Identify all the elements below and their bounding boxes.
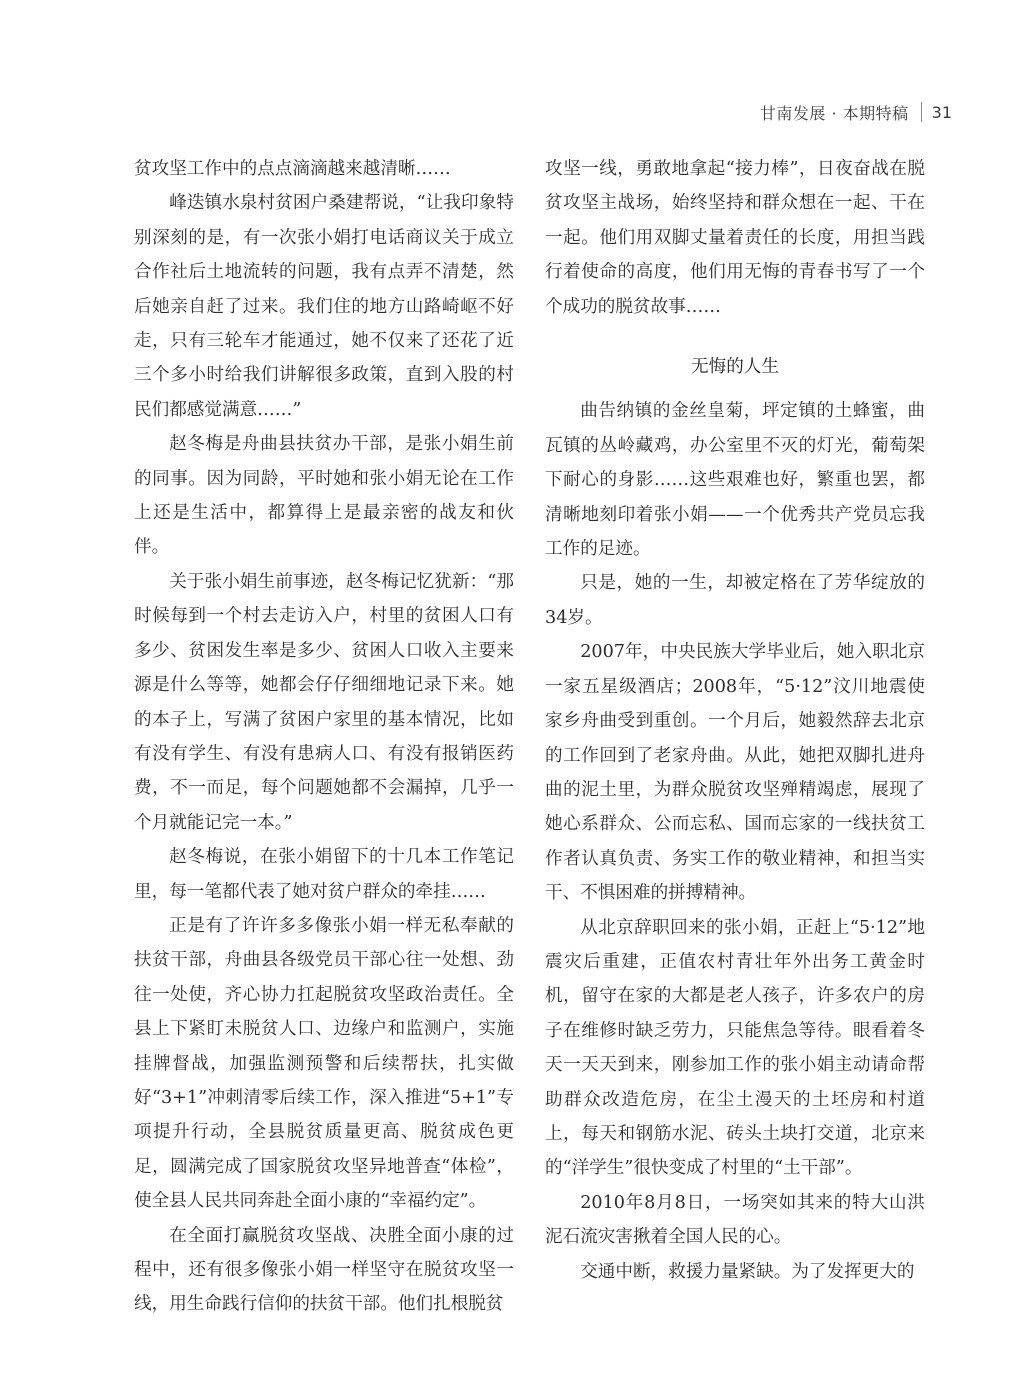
paragraph: 攻坚一线，勇敢地拿起“接力棒”，日夜奋战在脱贫攻坚主战场，始终坚持和群众想在一起、干在一起。他们用双脚丈量着责任的长度，用担当践行着使命的高度，他们用无悔的青春书写了一个个成功的脱贫故事…… <box>545 159 925 317</box>
paragraph: 只是，她的一生，却被定格在了芳华绽放的34岁。 <box>545 573 925 628</box>
paragraph: 交通中断，救援力量紧缺。为了发挥更大的 <box>580 1261 915 1282</box>
paragraph: 赵冬梅是舟曲县扶贫办干部，是张小娟生前的同事。因为同龄，平时她和张小娟无论在工作上还是生活中，都算得上是最亲密的战友和伙伴。 <box>134 434 514 558</box>
right-column <box>545 152 925 1289</box>
paragraph: 赵冬梅说，在张小娟留下的十几本工作笔记里，每一笔都代表了她对贫户群众的牵挂…… <box>134 847 514 902</box>
header-divider <box>921 102 922 122</box>
page-number: 31 <box>931 102 952 122</box>
left-column <box>134 152 514 1322</box>
paragraph: 正是有了许许多多像张小娟一样无私奉献的扶贫干部，舟曲县各级党员干部心往一处想、劲往一处使，齐心协力扛起脱贫攻坚政治责任。全县上下紧盯未脱贫人口、边缘户和监测户，实施挂牌督战，加强监测预警和后续帮扶，扎实做好“3+1”冲刺清零后续工作，深入推进“5+1”专项提升行动，全县脱贫质量更高、脱贫成色更足，圆满完成了国家脱贫攻坚异地普查“体检”，使全县人民共同奔赴全面小康的“幸福约定”。 <box>134 915 514 1212</box>
section-heading: 无悔的人生 <box>691 357 779 378</box>
paragraph: 关于张小娟生前事迹，赵冬梅记忆犹新：“那时候每到一个村去走访入户，村里的贫困人口有多少、贫困发生率是多少、贫困人口收入主要来源是什么等等，她都会仔仔细细地记录下来。她的本子上，写满了贫困户家里的基本情况，比如有没有学生、有没有患病人口、有没有报销医药费，不一而足，每个问题她都不会漏掉，几乎一个月就能记完一本。” <box>134 571 514 833</box>
paragraph: 在全面打赢脱贫攻坚战、决胜全面小康的过程中，还有很多像张小娟一样坚守在脱贫攻坚一线，用生命践行信仰的扶贫干部。他们扎根脱贫 <box>134 1225 514 1315</box>
paragraph: 从北京辞职回来的张小娟，正赶上“5·12”地震灾后重建，正值农村青壮年外出务工黄金时机，留守在家的大都是老人孩子，许多农户的房子在维修时缺乏劳力，只能焦急等待。眼看着冬天一天天到来，刚参加工作的张小娟主动请命帮助群众改造危房，在尘土漫天的土坯房和村道上，每天和钢筋水泥、砖头土块打交道，北京来的“洋学生”很快变成了村里的“土干部”。 <box>545 917 925 1179</box>
paragraph: 曲告纳镇的金丝皇菊，坪定镇的土蜂蜜，曲瓦镇的丛岭藏鸡，办公室里不灭的灯光，葡萄架下耐心的身影……这些艰难也好，繁重也罢，都清晰地刻印着张小娟——一个优秀共产党员忘我工作的足迹。 <box>545 401 925 560</box>
paragraph: 2010年8月8日，一场突如其来的特大山洪泥石流灾害揪着全国人民的心。 <box>545 1192 925 1248</box>
page-header <box>760 100 952 124</box>
paragraph: 2007年，中央民族大学毕业后，她入职北京一家五星级酒店；2008年，“5·12”汶川地震使家乡舟曲受到重创。一个月后，她毅然辞去北京的工作回到了老家舟曲。从此，她把双脚扎进舟曲的泥土里，为群众脱贫攻坚殚精竭虑，展现了她心系群众、公而忘私、国而忘家的一线扶贫工作者认真负责、务实工作的敬业精神，和担当实干、不惧困难的拼搏精神。 <box>545 642 925 904</box>
paragraph: 贫攻坚工作中的点点滴滴越来越清晰…… <box>134 159 451 179</box>
magazine-section-title: 甘南发展 · 本期特稿 <box>759 103 909 123</box>
paragraph: 峰迭镇水泉村贫困户桑建帮说，“让我印象特别深刻的是，有一次张小娟打电话商议关于成立合作社后土地流转的问题，我有点弄不清楚，然后她亲自赶了过来。我们住的地方山路崎岖不好走，只有三轮车才能通过，她不仅来了还花了近三个多小时给我们讲解很多政策，直到入股的村民们都感觉满意……” <box>134 193 514 420</box>
